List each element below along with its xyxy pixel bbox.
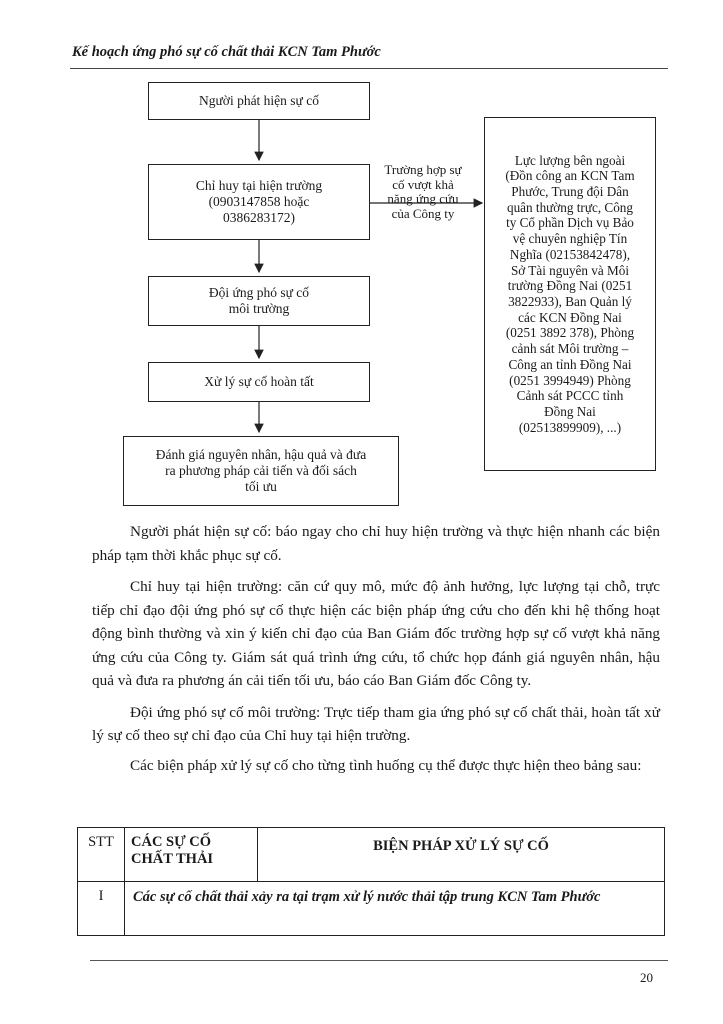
- external-forces-line: Lực lượng bên ngoài: [514, 152, 626, 168]
- external-forces-line: Phước, Trung đội Dân: [511, 184, 629, 200]
- external-forces-line: trường Đồng Nai (0251: [507, 278, 633, 294]
- external-forces-line: các KCN Đồng Nai: [518, 309, 622, 325]
- table-header-incidents: CÁC SỰ CỐ CHẤT THẢI: [125, 828, 258, 882]
- flow-step-evaluation-line: Đánh giá nguyên nhân, hậu quả và đưa: [155, 447, 367, 463]
- flow-step-resolved: [148, 362, 370, 402]
- flow-step-detector: [148, 82, 370, 120]
- external-forces-line: Đồng Nai: [544, 403, 596, 419]
- page-header-title: Kế hoạch ứng phó sự cố chất thải KCN Tam Phước: [72, 44, 381, 60]
- external-forces-line: 3822933), Ban Quản lý: [508, 294, 632, 309]
- flow-step-detector-line: Người phát hiện sự cố: [198, 93, 319, 109]
- external-forces-line: Sở Tài nguyên và Môi: [510, 262, 630, 278]
- flow-step-evaluation: [123, 436, 399, 506]
- flow-step-evaluation-line: ra phương pháp cải tiến và đối sách: [165, 463, 357, 479]
- paragraph-detector: Người phát hiện sự cố: báo ngay cho chỉ huy hiện trường và thực hiện nhanh các biện pháp tạm thời khắc phục sự cố.: [92, 523, 660, 564]
- external-forces-line: Nghĩa (02153842478),: [509, 246, 631, 262]
- flow-step-commander-line: 0386283172): [222, 209, 295, 225]
- external-forces-box: [484, 117, 656, 471]
- flow-step-response-team-line: Đội ứng phó sự cố: [208, 285, 310, 301]
- flow-step-commander: [148, 164, 370, 240]
- external-forces-line: (02513899909), ...): [518, 419, 622, 435]
- external-forces-line: (0251 3892 378), Phòng: [505, 325, 635, 341]
- table-row: [78, 882, 665, 936]
- external-forces-line: cảnh sát Môi trường –: [511, 341, 629, 357]
- escalation-label-line: cố vượt khả: [392, 176, 454, 192]
- table-cell-section-title: Các sự cố chất thải xảy ra tại trạm xử lý nước thải tập trung KCN Tam Phước: [125, 882, 665, 936]
- flow-step-evaluation-line: tối ưu: [245, 478, 277, 494]
- external-forces-line: (0251 3994949) Phòng: [509, 372, 631, 388]
- paragraph-commander: Chỉ huy tại hiện trường: căn cứ quy mô, mức độ ảnh hưởng, lực lượng tại chỗ, trực tiếp chỉ đạo đội ứng phó sự cố thực hiện các biện pháp ứng cứu cho đến khi hệ thống hoạt động bình thường và xin ý kiến chỉ đạo của Ban Giám đốc trường hợp sự cố vượt khả năng ứng cứu của Công ty. Giám sát quá trình ứng cứu, tổ chức họp đánh giá nguyên nhân, hậu quả và đưa ra phương án cải tiến tối ưu, báo cáo Ban Giám đốc Công ty.: [92, 578, 660, 689]
- external-forces-line: Cảnh sát PCCC tỉnh: [516, 388, 624, 404]
- external-forces-line: (Đồn công an KCN Tam: [505, 168, 635, 184]
- flow-step-resolved-line: Xử lý sự cố hoàn tất: [204, 374, 314, 390]
- external-forces-line: Công an tỉnh Đồng Nai: [508, 356, 632, 372]
- flow-step-response-team-line: môi trường: [228, 301, 290, 316]
- flow-step-response-team: [148, 276, 370, 326]
- paragraph-response-team: Đội ứng phó sự cố môi trường: Trực tiếp tham gia ứng phó sự cố chất thải, hoàn tất xử lý sự cố theo sự chỉ đạo của Chỉ huy tại hiện trường.: [92, 703, 660, 744]
- table-cell-stt: I: [78, 882, 125, 936]
- table-header-measures: BIỆN PHÁP XỬ LÝ SỰ CỐ: [258, 828, 665, 882]
- external-forces-line: ty Cổ phần Dịch vụ Bảo: [506, 215, 634, 231]
- escalation-label-line: năng ứng cứu: [387, 191, 459, 207]
- flow-step-commander-line: Chỉ huy tại hiện trường: [195, 178, 323, 194]
- body-text: [92, 520, 660, 777]
- incident-measures-table: [77, 827, 665, 936]
- table-header-row: [78, 828, 665, 882]
- footer-divider: [90, 960, 668, 961]
- external-forces-line: quân thường trực, Công: [506, 199, 633, 215]
- external-forces-line: vệ chuyên nghiệp Tín: [512, 231, 628, 247]
- paragraph-table-intro: Các biện pháp xử lý sự cố cho từng tình huống cụ thể được thực hiện theo bảng sau:: [130, 756, 642, 774]
- escalation-label-line: của Công ty: [391, 205, 455, 221]
- flow-step-commander-line: (0903147858 hoặc: [208, 194, 310, 210]
- escalation-label-line: Trường hợp sự: [384, 162, 462, 177]
- escalation-label: [365, 163, 481, 221]
- page-number: 20: [640, 970, 653, 985]
- table-header-stt: STT: [78, 828, 125, 882]
